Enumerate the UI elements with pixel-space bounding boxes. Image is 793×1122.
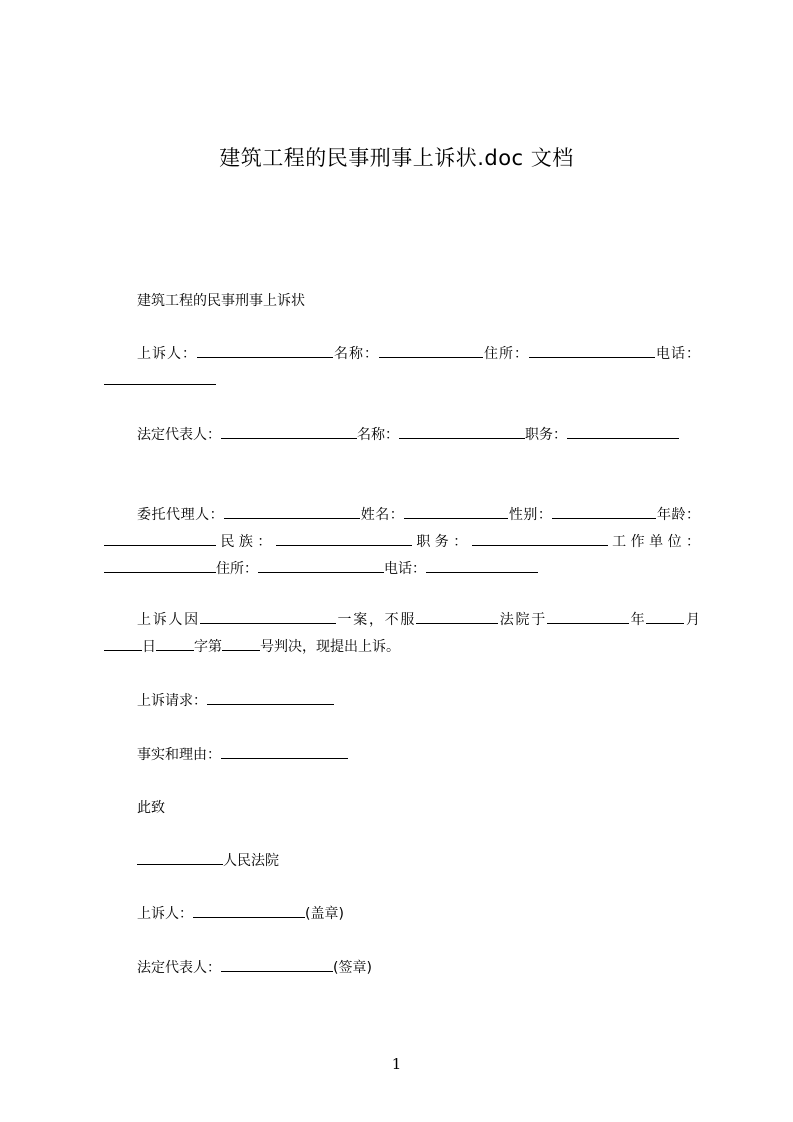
case-suffix: 一案，不服 xyxy=(335,612,417,628)
document-heading: 建筑工程的民事刑事上诉状 xyxy=(137,293,305,309)
month-blank[interactable] xyxy=(646,608,684,624)
facts-blank[interactable] xyxy=(221,743,348,759)
appellant-blank[interactable] xyxy=(197,342,333,358)
appellant-name-label: 名称： xyxy=(333,346,379,362)
document-title: 建筑工程的民事刑事上诉状.doc 文档 xyxy=(219,146,574,170)
agent-gender-label: 性别： xyxy=(508,507,553,523)
court-blank[interactable] xyxy=(416,608,498,624)
legal-rep-paragraph xyxy=(104,422,700,449)
case-start: 上诉人因 xyxy=(137,612,200,628)
court-name-blank[interactable] xyxy=(137,849,223,865)
appellant-phone-label: 电话： xyxy=(655,346,700,362)
agent-address-label: 住所： xyxy=(216,561,258,577)
no-prefix: 字第 xyxy=(194,639,222,655)
agent-position-label: 职务： xyxy=(411,534,472,550)
court-suffix: 法院于 xyxy=(498,612,547,628)
agent-ethnicity-blank[interactable] xyxy=(276,530,412,546)
legal-rep-position-blank-tail[interactable] xyxy=(671,423,679,439)
salutation: 此致 xyxy=(137,800,165,816)
agent-blank[interactable] xyxy=(224,503,360,519)
legal-rep-name-blank[interactable] xyxy=(399,423,525,439)
appellant-label: 上诉人： xyxy=(137,346,197,362)
legal-rep-position-blank[interactable] xyxy=(567,423,671,439)
appellant-paragraph xyxy=(104,341,700,395)
agent-address-blank[interactable] xyxy=(258,557,384,573)
sign-legal-rep-note: (签章) xyxy=(333,960,372,976)
court-paragraph xyxy=(104,848,700,875)
agent-age-label-1: 年 xyxy=(656,507,672,523)
day-label: 日 xyxy=(142,639,156,655)
no-blank[interactable] xyxy=(156,635,194,651)
agent-employer-label: 工作单位： xyxy=(607,534,701,550)
agent-name-label: 姓名： xyxy=(360,507,405,523)
case-paragraph xyxy=(104,607,700,661)
agent-ethnicity-label: 民族： xyxy=(216,534,276,550)
agent-name-blank[interactable] xyxy=(404,503,508,519)
legal-rep-label: 法定代表人： xyxy=(137,427,221,443)
month-label: 月 xyxy=(684,612,701,628)
sign-legal-rep-label: 法定代表人： xyxy=(137,960,221,976)
sign-appellant-paragraph xyxy=(104,901,700,928)
agent-label: 委托代理人： xyxy=(137,507,225,523)
judgment-no-blank[interactable] xyxy=(222,635,260,651)
agent-age-label-2: 龄： xyxy=(671,507,701,523)
day-blank[interactable] xyxy=(104,635,142,651)
page-number: 1 xyxy=(391,1055,402,1073)
year-blank[interactable] xyxy=(547,608,629,624)
agent-gender-blank[interactable] xyxy=(552,503,656,519)
facts-label: 事实和理由： xyxy=(137,747,221,763)
legal-rep-position-label: 职务： xyxy=(525,427,567,443)
agent-age-blank[interactable] xyxy=(104,530,216,546)
appellant-name-blank[interactable] xyxy=(379,342,483,358)
agent-phone-blank[interactable] xyxy=(426,557,538,573)
sign-legal-rep-blank[interactable] xyxy=(221,956,333,972)
sign-legal-rep-paragraph xyxy=(104,955,700,982)
appellant-phone-blank[interactable] xyxy=(104,369,216,385)
facts-paragraph xyxy=(104,742,700,769)
case-blank[interactable] xyxy=(200,608,336,624)
appellant-address-blank[interactable] xyxy=(529,342,655,358)
request-paragraph xyxy=(104,688,700,715)
request-blank[interactable] xyxy=(207,689,334,705)
agent-position-blank[interactable] xyxy=(472,530,608,546)
year-label: 年 xyxy=(628,612,647,628)
sign-appellant-note: (盖章) xyxy=(305,906,344,922)
sign-appellant-blank[interactable] xyxy=(193,902,305,918)
appellant-address-label: 住所： xyxy=(483,346,529,362)
agent-paragraph xyxy=(104,502,700,583)
sign-appellant-label: 上诉人： xyxy=(137,906,193,922)
case-end: 号判决，现提出上诉。 xyxy=(260,639,400,655)
agent-employer-blank[interactable] xyxy=(104,557,216,573)
request-label: 上诉请求： xyxy=(137,693,207,709)
court-label: 人民法院 xyxy=(223,853,279,869)
legal-rep-name-label: 名称： xyxy=(357,427,399,443)
legal-rep-blank[interactable] xyxy=(221,423,357,439)
agent-phone-label: 电话： xyxy=(384,561,426,577)
